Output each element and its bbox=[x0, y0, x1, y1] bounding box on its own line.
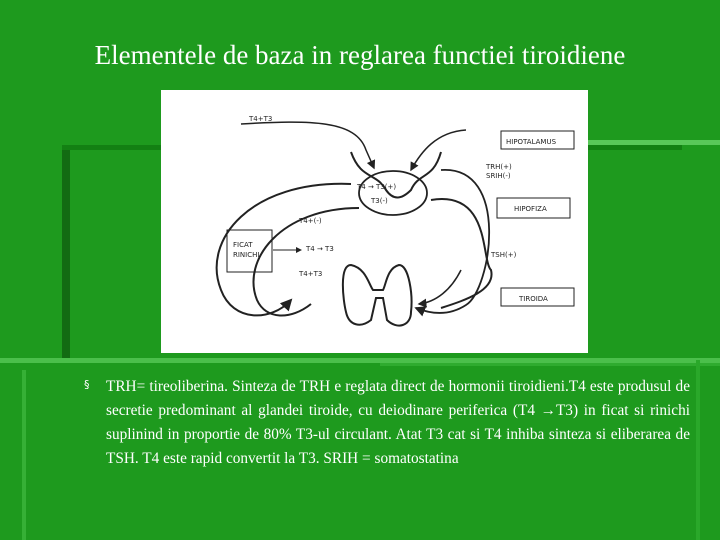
description-paragraph: TRH= tireoliberina. Sinteza de TRH e reglata direct de hormonii tiroidieni.T4 este produsul de secretie predominant al glandei tiroide, cu deiodinare periferica (T4 →T3) in ficat si rinichi suplinind in proportie de 80% T3-ul circulant. Atat T3 cat si T4 inhiba sinteza si eliberarea de TSH. T4 este rapid convertit la T3. SRIH = somatostatina bbox=[106, 378, 690, 467]
bg-light-strip-mid bbox=[380, 363, 720, 366]
diagram-svg bbox=[161, 90, 588, 353]
bg-light-strip-left bbox=[22, 370, 26, 540]
bg-light-strip-right bbox=[696, 360, 700, 540]
bg-light-strip-top bbox=[588, 140, 720, 145]
page-title: Elementele de baza in reglarea functiei tiroidiene bbox=[94, 40, 626, 70]
label-t4-to-t3: T4 → T3 bbox=[306, 245, 334, 253]
label-t3-minus: T3(-) bbox=[371, 197, 388, 205]
label-trh: TRH(+) bbox=[486, 163, 512, 171]
label-hipotalamus: HIPOTALAMUS bbox=[506, 138, 557, 146]
label-hipofiza: HIPOFIZA bbox=[514, 205, 547, 213]
label-t4-plus: T4+(-) bbox=[299, 217, 322, 225]
arrow-tsh-to-thyroid bbox=[419, 270, 461, 304]
hypothalamus-arrow bbox=[411, 130, 466, 170]
label-t4-t3-top: T4+T3 bbox=[249, 115, 273, 123]
feedback-loop-right bbox=[431, 199, 492, 308]
pituitary-gland bbox=[359, 171, 427, 215]
label-t4-t3-conv: T4 → T3(+) bbox=[357, 183, 397, 191]
label-srih-text: SRIH(-) bbox=[486, 172, 511, 180]
thyroid-regulation-diagram bbox=[161, 90, 588, 353]
label-tiroida: TIROIDA bbox=[519, 295, 548, 303]
label-ficat: FICAT bbox=[233, 241, 253, 249]
thyroid-gland bbox=[343, 265, 412, 326]
bullet-marker: § bbox=[84, 378, 90, 391]
body-text bbox=[84, 375, 690, 471]
label-t4-t3-bottom: T4+T3 bbox=[299, 270, 323, 278]
bg-dark-strip-vertical bbox=[62, 145, 70, 360]
label-tsh: TSH(+) bbox=[491, 251, 517, 259]
label-rinichi: RINICHI bbox=[233, 251, 260, 259]
